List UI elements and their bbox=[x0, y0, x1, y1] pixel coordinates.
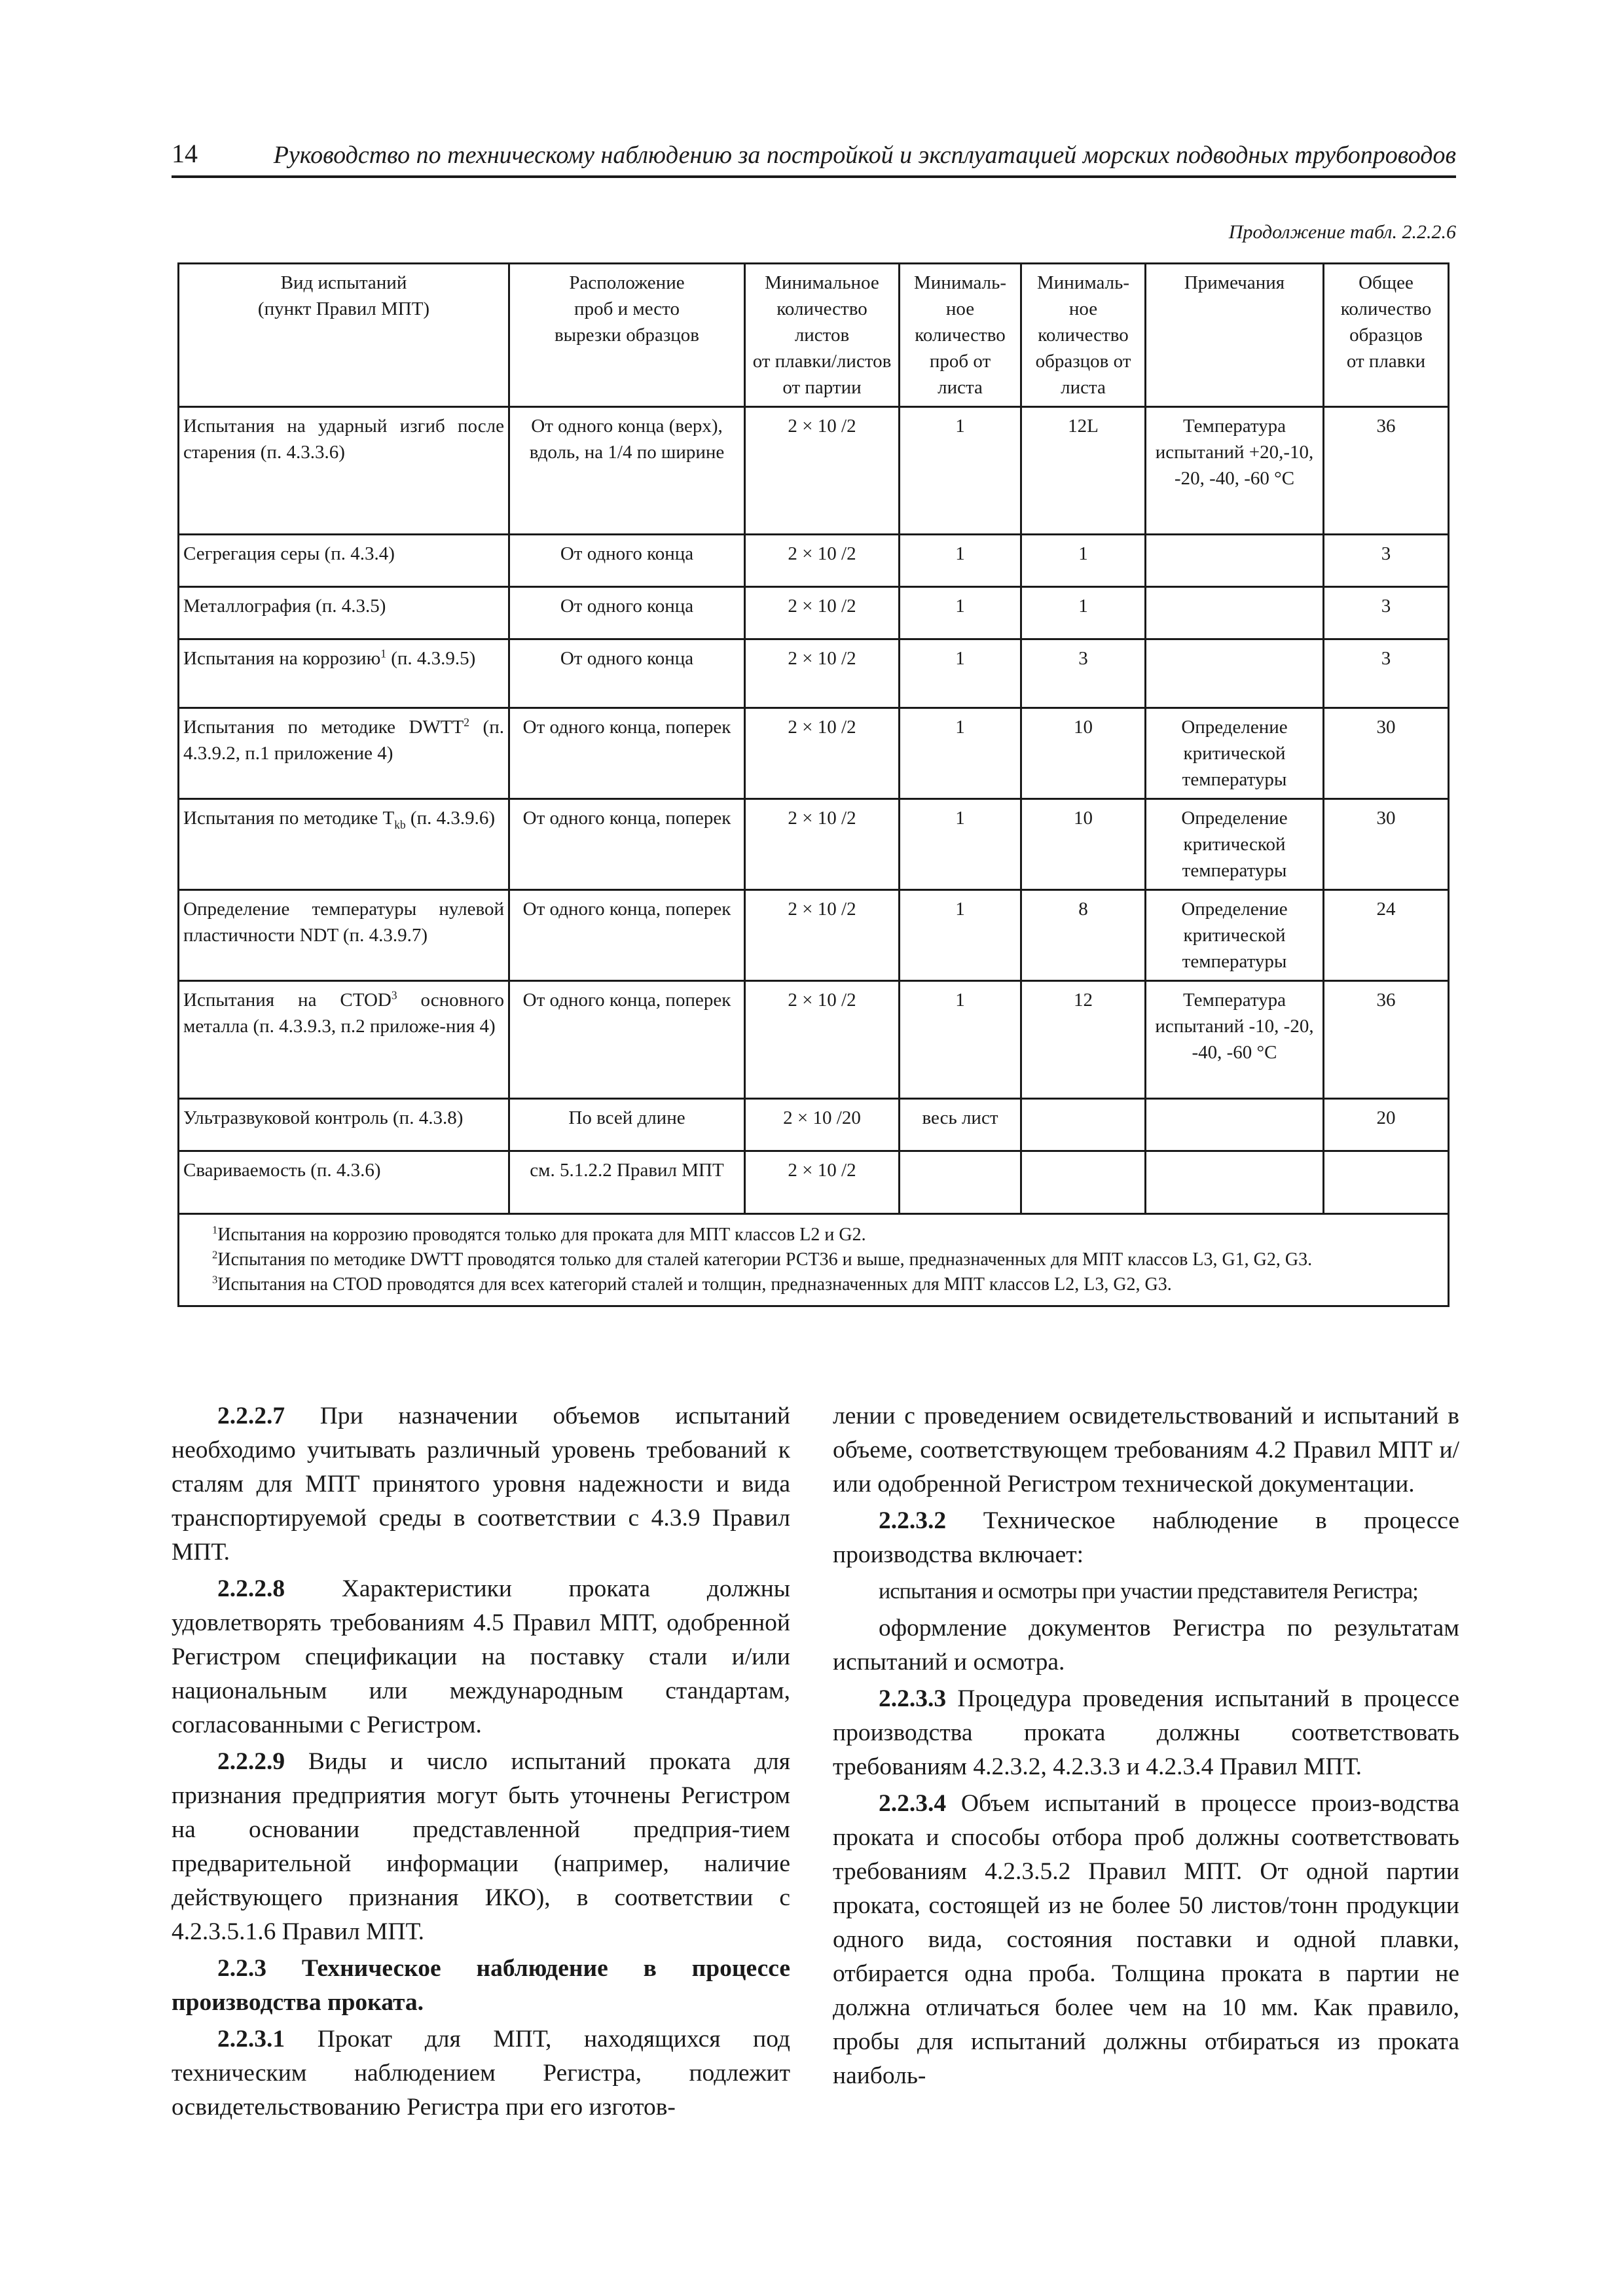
cell-total: 3 bbox=[1324, 639, 1449, 708]
clause-number: 2.2.2.8 bbox=[217, 1575, 285, 1602]
column-header-line: количество bbox=[1340, 298, 1432, 319]
table-footnote bbox=[186, 1272, 1441, 1297]
cell-min-specimens: 8 bbox=[1021, 890, 1146, 981]
cell-test-type bbox=[179, 535, 509, 587]
cell-total: 24 bbox=[1324, 890, 1449, 981]
footnote-ref: 1 bbox=[380, 647, 386, 660]
cell-min-specimens: 10 bbox=[1021, 799, 1146, 890]
cell-total: 30 bbox=[1324, 708, 1449, 799]
table-header bbox=[179, 264, 1449, 407]
table-body bbox=[179, 407, 1449, 1214]
cell-location: От одного конца, поперек bbox=[509, 981, 745, 1099]
test-name: Испытания на коррозию bbox=[183, 648, 381, 669]
footnotes-cell bbox=[179, 1214, 1449, 1306]
cell-notes bbox=[1146, 535, 1324, 587]
test-name: Определение температуры нулевой пластичности NDT (п. 4.3.9.7) bbox=[183, 899, 504, 946]
cell-min-specimens bbox=[1021, 1099, 1146, 1151]
cell-total: 36 bbox=[1324, 981, 1449, 1099]
column-header-line: Минималь- bbox=[914, 272, 1006, 293]
paragraph-text: Техническое наблюдение в процессе производства включает: bbox=[833, 1507, 1459, 1568]
column-header-line: образцов от bbox=[1035, 351, 1131, 372]
test-name: Испытания на CTOD bbox=[183, 990, 392, 1011]
table-row bbox=[179, 708, 1449, 799]
paragraph-text: Характеристики проката должны удовлетворять требованиям 4.5 Правил МПТ, одобренной Регистром спецификации на поставку стали и/или национальным или международным стандартам, согласованными с Регистром. bbox=[172, 1575, 790, 1738]
cell-min-specimens: 3 bbox=[1021, 639, 1146, 708]
cell-total: 3 bbox=[1324, 535, 1449, 587]
test-name: Свариваемость (п. 4.3.6) bbox=[183, 1160, 381, 1181]
test-name: Испытания по методике DWTT bbox=[183, 717, 464, 738]
cell-min-samples: 1 bbox=[900, 639, 1021, 708]
table-row bbox=[179, 1151, 1449, 1214]
footnote-text: Испытания по методике DWTT проводятся только для сталей категории РСТ36 и выше, предназначенных для МПТ классов L3, G1, G2, G3. bbox=[217, 1249, 1313, 1270]
page-number: 14 bbox=[172, 139, 198, 168]
cell-location: От одного конца bbox=[509, 587, 745, 639]
column-header-line: от плавки/листов bbox=[752, 351, 892, 372]
paragraph-text: При назначении объемов испытаний необходимо учитывать различный уровень требований к сталям для МПТ принятого уровня надежности и вида транспортируемой среды в соответствии с 4.3.9 Правил МПТ. bbox=[172, 1403, 790, 1566]
cell-total: 30 bbox=[1324, 799, 1449, 890]
cell-location: От одного конца (верх), вдоль, на 1/4 по ширине bbox=[509, 407, 745, 535]
test-name: Сегрегация серы (п. 4.3.4) bbox=[183, 543, 395, 564]
clause-number: 2.2.3.1 bbox=[217, 2026, 285, 2053]
column-header-line: проб от bbox=[929, 351, 991, 372]
column-header-line: Вид испытаний bbox=[280, 272, 407, 293]
cell-location: От одного конца, поперек bbox=[509, 799, 745, 890]
clause-number: 2.2.2.9 bbox=[217, 1748, 285, 1775]
paragraph bbox=[833, 1575, 1459, 1609]
paragraph-text: Процедура проведения испытаний в процессе производства проката должны соответствовать требованиям 4.2.3.2, 4.2.3.3 и 4.2.3.4 Правил МПТ. bbox=[833, 1685, 1459, 1780]
cell-min-specimens: 1 bbox=[1021, 535, 1146, 587]
cell-notes: Определение критической температуры bbox=[1146, 708, 1324, 799]
table-footnotes bbox=[179, 1214, 1449, 1306]
column-header-line: ное bbox=[945, 298, 975, 319]
paragraph bbox=[172, 2022, 790, 2125]
table-continuation-label: Продолжение табл. 2.2.2.6 bbox=[1228, 221, 1456, 243]
column-header-line: количество bbox=[776, 298, 867, 319]
column-header-line: Общее bbox=[1359, 272, 1413, 293]
table-footnote bbox=[186, 1247, 1441, 1272]
cell-min-specimens: 1 bbox=[1021, 587, 1146, 639]
paragraph-text: испытания и осмотры при участии представителя Регистра; bbox=[879, 1579, 1418, 1604]
column-header-line: проб и место bbox=[574, 298, 680, 319]
cell-total bbox=[1324, 1151, 1449, 1214]
test-rule-ref: (п. 4.3.9.5) bbox=[386, 648, 476, 669]
cell-min-samples: 1 bbox=[900, 407, 1021, 535]
clause-number: 2.2.3 Техническое наблюдение в процессе производства проката. bbox=[172, 1955, 790, 2016]
cell-total: 36 bbox=[1324, 407, 1449, 535]
cell-min-sheets: 2 × 10 /2 bbox=[745, 799, 900, 890]
cell-total: 3 bbox=[1324, 587, 1449, 639]
cell-location: см. 5.1.2.2 Правил МПТ bbox=[509, 1151, 745, 1214]
cell-min-sheets: 2 × 10 /2 bbox=[745, 981, 900, 1099]
column-header-line: от партии bbox=[782, 377, 862, 398]
column-header-line: (пункт Правил МПТ) bbox=[257, 298, 430, 319]
cell-min-sheets: 2 × 10 /20 bbox=[745, 1099, 900, 1151]
footnote-ref: 2 bbox=[464, 715, 469, 729]
cell-notes: Температура испытаний +20,-10, -20, -40, -60 °С bbox=[1146, 407, 1324, 535]
column-header-line: Расположение bbox=[569, 272, 685, 293]
table-footnote bbox=[186, 1223, 1441, 1247]
paragraph-text: оформление документов Регистра по результатам испытаний и осмотра. bbox=[833, 1615, 1459, 1676]
cell-notes bbox=[1146, 587, 1324, 639]
footnote-ref: 3 bbox=[391, 988, 397, 1002]
column-header-line: образцов bbox=[1349, 325, 1423, 346]
cell-notes: Определение критической температуры bbox=[1146, 799, 1324, 890]
clause-number: 2.2.3.3 bbox=[879, 1685, 947, 1712]
cell-min-specimens: 10 bbox=[1021, 708, 1146, 799]
table-row bbox=[179, 639, 1449, 708]
cell-location: По всей длине bbox=[509, 1099, 745, 1151]
column-header bbox=[1021, 264, 1146, 407]
column-header bbox=[900, 264, 1021, 407]
table-row bbox=[179, 535, 1449, 587]
paragraph bbox=[833, 1399, 1459, 1501]
cell-min-sheets: 2 × 10 /2 bbox=[745, 1151, 900, 1214]
test-rule-ref: (п. 4.3.9.6) bbox=[405, 808, 496, 829]
column-header-line: от плавки bbox=[1346, 351, 1426, 372]
cell-min-specimens bbox=[1021, 1151, 1146, 1214]
running-title: Руководство по техническому наблюдению за постройкой и эксплуатацией морских подводных трубопроводов bbox=[273, 141, 1456, 169]
paragraph bbox=[172, 1952, 790, 2020]
cell-min-samples: весь лист bbox=[900, 1099, 1021, 1151]
cell-location: От одного конца bbox=[509, 639, 745, 708]
table-row bbox=[179, 587, 1449, 639]
column-header-line: Минимальное bbox=[765, 272, 879, 293]
footnote-mark: 1 bbox=[212, 1223, 218, 1236]
test-name: Металлография (п. 4.3.5) bbox=[183, 596, 386, 617]
cell-min-sheets: 2 × 10 /2 bbox=[745, 587, 900, 639]
table-row bbox=[179, 407, 1449, 535]
column-header-line: листа bbox=[1061, 377, 1106, 398]
paragraph-text: лении с проведением освидетельствований и испытаний в объеме, соответствующем требованиям 4.2 Правил МПТ и/или одобренной Регистром технической документации. bbox=[833, 1403, 1459, 1498]
cell-min-samples: 1 bbox=[900, 587, 1021, 639]
paragraph bbox=[833, 1504, 1459, 1572]
test-name: Испытания на ударный изгиб после старения (п. 4.3.3.6) bbox=[183, 416, 504, 463]
footnote-mark: 3 bbox=[212, 1273, 218, 1286]
column-header-line: количество bbox=[915, 325, 1006, 346]
cell-location: От одного конца, поперек bbox=[509, 708, 745, 799]
table-row bbox=[179, 981, 1449, 1099]
cell-notes bbox=[1146, 1151, 1324, 1214]
body-right-column bbox=[833, 1399, 1459, 2096]
paragraph bbox=[833, 1787, 1459, 2093]
subscript: kb bbox=[394, 817, 406, 831]
cell-min-samples: 1 bbox=[900, 708, 1021, 799]
clause-number: 2.2.3.4 bbox=[879, 1790, 947, 1817]
footnote-text: Испытания на CTOD проводятся для всех категорий сталей и толщин, предназначенных для МПТ классов L2, L3, G2, G3. bbox=[217, 1274, 1172, 1295]
cell-location: От одного конца bbox=[509, 535, 745, 587]
cell-notes: Определение критической температуры bbox=[1146, 890, 1324, 981]
test-name: Испытания по методике T bbox=[183, 808, 395, 829]
paragraph bbox=[833, 1611, 1459, 1679]
paragraph bbox=[172, 1745, 790, 1949]
cell-min-sheets: 2 × 10 /2 bbox=[745, 890, 900, 981]
cell-test-type bbox=[179, 708, 509, 799]
column-header-line: Минималь- bbox=[1037, 272, 1129, 293]
column-header bbox=[179, 264, 509, 407]
cell-test-type bbox=[179, 1151, 509, 1214]
cell-min-sheets: 2 × 10 /2 bbox=[745, 407, 900, 535]
table-row bbox=[179, 1099, 1449, 1151]
cell-notes bbox=[1146, 639, 1324, 708]
cell-min-samples: 1 bbox=[900, 535, 1021, 587]
cell-min-samples: 1 bbox=[900, 799, 1021, 890]
cell-test-type bbox=[179, 639, 509, 708]
header-rule bbox=[172, 175, 1456, 178]
column-header bbox=[1324, 264, 1449, 407]
column-header-line: количество bbox=[1038, 325, 1129, 346]
cell-location: От одного конца, поперек bbox=[509, 890, 745, 981]
cell-test-type bbox=[179, 587, 509, 639]
cell-test-type bbox=[179, 799, 509, 890]
table-row bbox=[179, 890, 1449, 981]
column-header-line: листов bbox=[794, 325, 850, 346]
test-name: Ультразвуковой контроль (п. 4.3.8) bbox=[183, 1107, 464, 1128]
cell-min-specimens: 12 bbox=[1021, 981, 1146, 1099]
cell-test-type bbox=[179, 1099, 509, 1151]
page-header bbox=[172, 137, 1456, 178]
cell-total: 20 bbox=[1324, 1099, 1449, 1151]
column-header bbox=[1146, 264, 1324, 407]
paragraph-text: Прокат для МПТ, находящихся под техническим наблюдением Регистра, подлежит освидетельствованию Регистра при его изготов- bbox=[172, 2026, 790, 2121]
column-header-line: Примечания bbox=[1184, 272, 1285, 293]
footnote-text: Испытания на коррозию проводятся только для проката для МПТ классов L2 и G2. bbox=[217, 1225, 866, 1245]
cell-test-type bbox=[179, 890, 509, 981]
paragraph-text: Виды и число испытаний проката для признания предприятия могут быть уточнены Регистром на основании представленной предприя-тием предварительной информации (например, наличие действующего признания ИКО), в соответствии с 4.2.3.5.1.6 Правил МПТ. bbox=[172, 1748, 790, 1945]
specimen-table bbox=[177, 262, 1450, 1307]
cell-test-type bbox=[179, 981, 509, 1099]
test-rule-ref: (п. 4.3.9.2, п.1 приложение 4) bbox=[183, 717, 504, 764]
test-rule-ref: основного металла (п. 4.3.9.3, п.2 приложе-ния 4) bbox=[183, 990, 505, 1037]
column-header-line: вырезки образцов bbox=[554, 325, 699, 346]
paragraph bbox=[172, 1399, 790, 1570]
cell-notes bbox=[1146, 1099, 1324, 1151]
paragraph-text: Объем испытаний в процессе произ-водства проката и способы отбора проб должны соответствовать требованиям 4.2.3.5.2 Правил МПТ. От одной партии проката, состоящей из не более 50 листов/тонн продукции одного вида, состояния поставки и одной плавки, отбирается одна проба. Толщина проката в партии не должна отличаться более чем на 10 мм. Как правило, пробы для испытаний должны отбираться из проката наиболь- bbox=[833, 1790, 1459, 2089]
cell-min-sheets: 2 × 10 /2 bbox=[745, 535, 900, 587]
cell-min-samples bbox=[900, 1151, 1021, 1214]
body-left-column bbox=[172, 1399, 790, 2127]
column-header bbox=[509, 264, 745, 407]
column-header bbox=[745, 264, 900, 407]
cell-min-samples: 1 bbox=[900, 890, 1021, 981]
column-header-line: ное bbox=[1068, 298, 1098, 319]
cell-min-samples: 1 bbox=[900, 981, 1021, 1099]
column-header-line: листа bbox=[938, 377, 983, 398]
cell-min-sheets: 2 × 10 /2 bbox=[745, 708, 900, 799]
paragraph bbox=[833, 1682, 1459, 1784]
clause-number: 2.2.2.7 bbox=[217, 1403, 285, 1429]
paragraph bbox=[172, 1572, 790, 1742]
footnote-mark: 2 bbox=[212, 1248, 218, 1261]
cell-notes: Температура испытаний -10, -20, -40, -60 °С bbox=[1146, 981, 1324, 1099]
cell-min-specimens: 12L bbox=[1021, 407, 1146, 535]
clause-number: 2.2.3.2 bbox=[879, 1507, 947, 1534]
table-row bbox=[179, 799, 1449, 890]
cell-min-sheets: 2 × 10 /2 bbox=[745, 639, 900, 708]
cell-test-type bbox=[179, 407, 509, 535]
